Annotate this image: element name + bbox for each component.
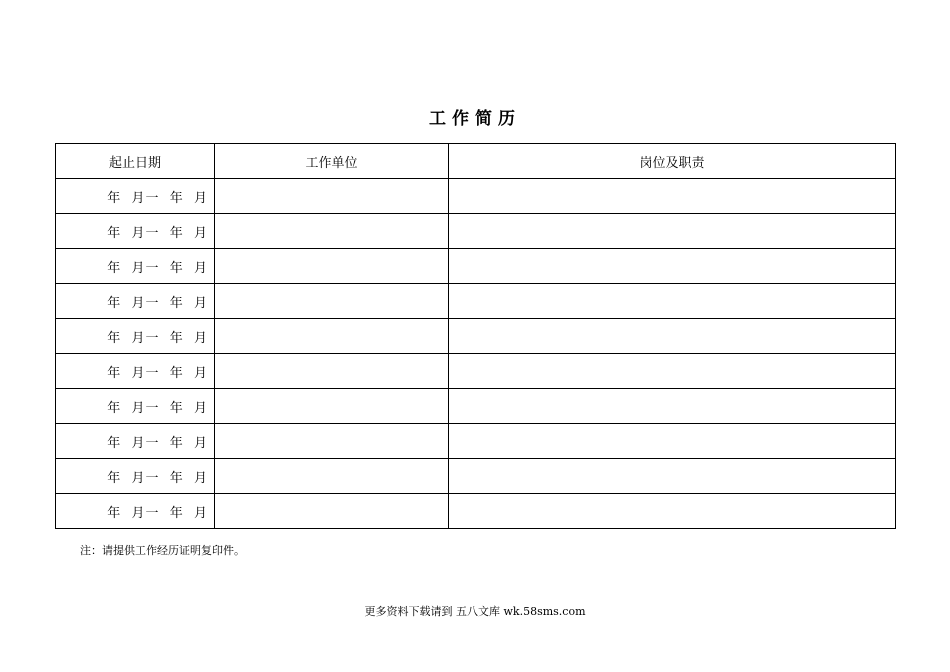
company-cell [215, 284, 449, 319]
date-range-cell: 年 月一 年 月 [56, 459, 215, 494]
duties-cell [449, 424, 896, 459]
company-cell [215, 249, 449, 284]
table-row [56, 214, 896, 249]
company-cell [215, 424, 449, 459]
company-cell [215, 494, 449, 529]
company-cell [215, 354, 449, 389]
duties-cell [449, 179, 896, 214]
duties-cell [449, 214, 896, 249]
company-cell [215, 214, 449, 249]
date-range-cell: 年 月一 年 月 [56, 179, 215, 214]
duties-cell [449, 494, 896, 529]
duties-cell [449, 284, 896, 319]
date-range-cell: 年 月一 年 月 [56, 354, 215, 389]
table-row [56, 354, 896, 389]
table-row [56, 284, 896, 319]
table-row [56, 249, 896, 284]
footnote: 注：请提供工作经历证明复印件。 [80, 544, 245, 557]
date-range-cell: 年 月一 年 月 [56, 284, 215, 319]
column-header-dates: 起止日期 [56, 144, 215, 179]
work-history-table [55, 143, 896, 529]
date-range-cell: 年 月一 年 月 [56, 249, 215, 284]
table-row [56, 424, 896, 459]
date-range-cell: 年 月一 年 月 [56, 389, 215, 424]
table-row [56, 319, 896, 354]
table-row [56, 494, 896, 529]
duties-cell [449, 249, 896, 284]
table-row [56, 459, 896, 494]
company-cell [215, 459, 449, 494]
date-range-cell: 年 月一 年 月 [56, 424, 215, 459]
duties-cell [449, 354, 896, 389]
table-row [56, 179, 896, 214]
company-cell [215, 179, 449, 214]
table-row [56, 389, 896, 424]
date-range-cell: 年 月一 年 月 [56, 214, 215, 249]
document-title: 工作简历 [429, 109, 521, 129]
date-range-cell: 年 月一 年 月 [56, 494, 215, 529]
duties-cell [449, 389, 896, 424]
column-header-duties: 岗位及职责 [449, 144, 896, 179]
column-header-company: 工作单位 [215, 144, 449, 179]
duties-cell [449, 459, 896, 494]
company-cell [215, 319, 449, 354]
table-header-row [56, 144, 896, 179]
page-footer: 更多资料下载请到 五八文库 wk.58sms.com [364, 605, 586, 618]
company-cell [215, 389, 449, 424]
duties-cell [449, 319, 896, 354]
date-range-cell: 年 月一 年 月 [56, 319, 215, 354]
